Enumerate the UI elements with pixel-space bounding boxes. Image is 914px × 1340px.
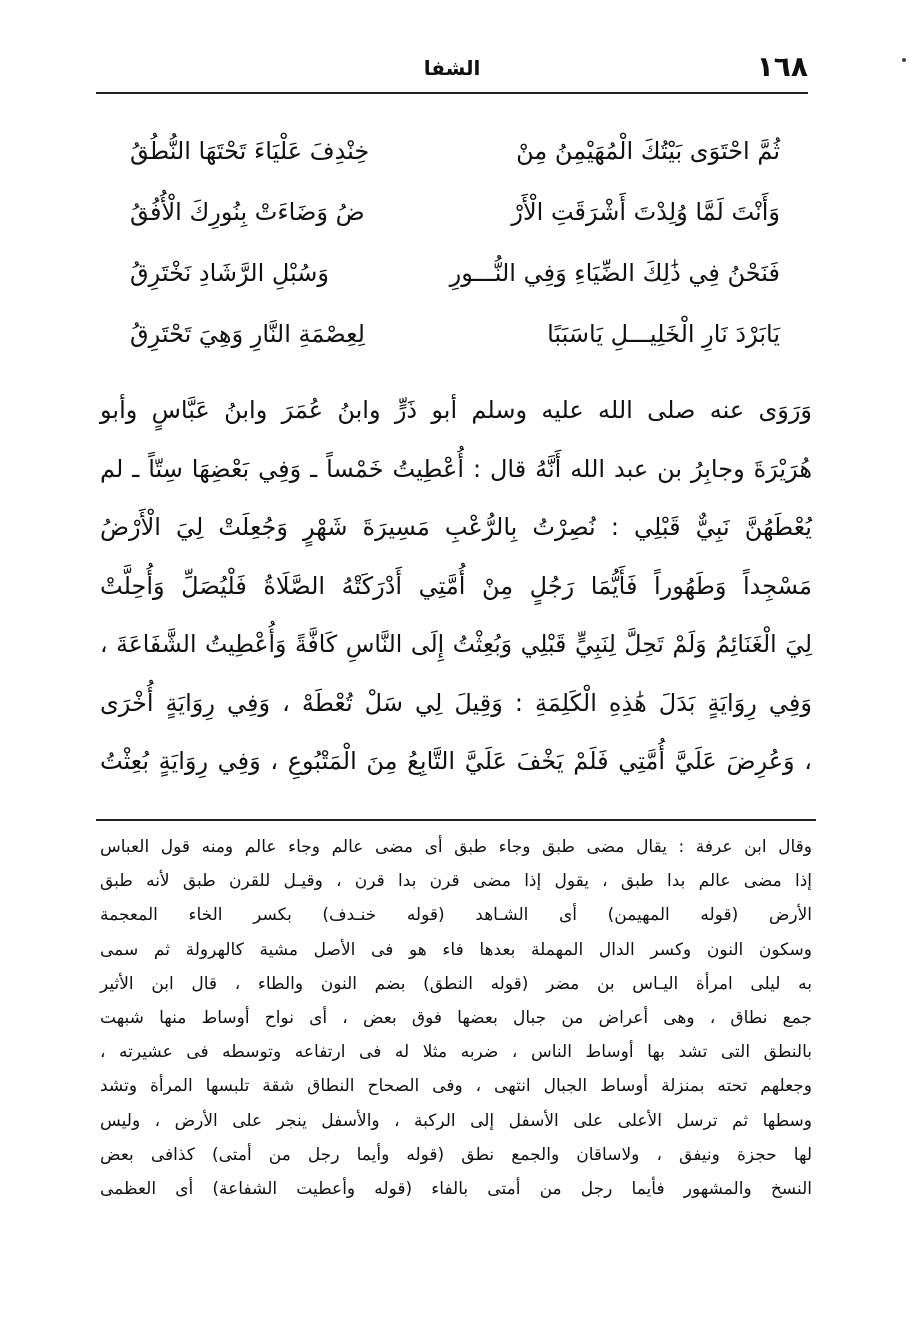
text-line xyxy=(100,732,812,791)
footnotes xyxy=(100,830,812,1206)
verse-second-hemistich: وَسُبْلِ الرَّشَادِ نَخْتَرِقُ xyxy=(130,258,329,287)
main-text xyxy=(100,381,812,791)
text-line xyxy=(100,381,812,440)
footnote-line xyxy=(100,967,812,1001)
text-line-content: هُرَيْرَةَ وجابِرُ بن عبد الله أَنَّهُ قال : أُعْطِيتُ خَمْساً ـ وَفِي بَعْضِهَا سِتّاً ـ لم xyxy=(100,454,812,483)
text-line xyxy=(100,557,812,616)
verse-line xyxy=(130,181,780,242)
footnote-line-content: وسطها ثم ترسل الأعلى على الأسفل إلى الركبة ، والأسفل ينجر على الأرض ، وليس xyxy=(100,1110,812,1131)
footnote-line-content: لها حجزة ونيفق ، ولاساقان والجمع نطق (قوله وأيما رجل من أمتى) كذافى بعض xyxy=(100,1144,812,1165)
footnote-line xyxy=(100,1104,812,1138)
verse-first-hemistich: فَنَحْنُ فِي ذَٰلِكَ الضِّيَاءِ وَفِي النُّـــورِ xyxy=(449,258,780,287)
footnote-line xyxy=(100,1035,812,1069)
text-line-content: ، وَعُرِضَ عَلَيَّ أُمَّتِي فَلَمْ يَخْفَ عَلَيَّ التَّابِعُ مِنَ الْمَتْبُوعِ ، وَفِي رِوَايَةٍ بُعِثْتُ xyxy=(100,747,812,776)
margin-mark xyxy=(902,58,906,62)
page-number: ١٦٨ xyxy=(756,50,808,83)
footnote-line xyxy=(100,898,812,932)
verse-line xyxy=(130,303,780,364)
text-line-content: وَرَوَى عنه صلى الله عليه وسلم أبو ذَرٍّ وابنُ عُمَرَ وابنُ عَبَّاسٍ وأبو xyxy=(100,396,812,425)
verse-line xyxy=(130,242,780,303)
footnote-line xyxy=(100,864,812,898)
footnote-line-content: وقال ابن عرفة : يقال مضى طبق وجاء طبق أى مضى عالم وجاء عالم ومنه قول العباس xyxy=(100,837,812,858)
footnote-line xyxy=(100,830,812,864)
text-line-content: مَسْجِداً وَطَهُوراً فَأَيُّمَا رَجُلٍ مِنْ أُمَّتِي أَدْرَكَتْهُ الصَّلَاةُ فَلْيُصَلِّ وَأُحِلَّتْ xyxy=(100,571,812,600)
text-line xyxy=(100,498,812,557)
verse-first-hemistich: يَابَرْدَ نَارِ الْخَلِيـــلِ يَاسَبَبًا xyxy=(547,319,780,348)
footnote-line xyxy=(100,1001,812,1035)
footnote-line xyxy=(100,1138,812,1172)
verse-second-hemistich: ضُ وَضَاءَتْ بِنُورِكَ الْأُفُقُ xyxy=(130,197,365,226)
footnote-rule xyxy=(96,819,816,821)
verse-second-hemistich: خِنْدِفَ عَلْيَاءَ تَحْتَهَا النُّطُقُ xyxy=(130,136,370,165)
text-line xyxy=(100,674,812,733)
footnote-line xyxy=(100,1172,812,1206)
page-header xyxy=(96,48,808,92)
footnote-line-content: بالنطق التى تشد بها أوساط الناس ، ضربه مثلا له فى ارتفاعه وتوسطه فى عشيرته ، xyxy=(100,1042,812,1063)
footnote-line-content: جمع نطاق ، وهى أعراض من جبال بعضها فوق بعض ، أى نواح أوساط منها شبهت xyxy=(100,1008,812,1029)
text-line xyxy=(100,615,812,674)
footnote-line-content: وسكون النون وكسر الدال المهملة بعدها فاء هو فى الأصل مشية كالهرولة ثم سمى xyxy=(100,939,812,960)
verse-first-hemistich: ثُمَّ احْتَوَى بَيْتُكَ الْمُهَيْمِنُ مِنْ xyxy=(516,136,780,165)
text-line-content: يُعْطَهُنَّ نَبِيٌّ قَبْلِي : نُصِرْتُ بِالرُّعْبِ مَسِيرَةَ شَهْرٍ وَجُعِلَتْ لِيَ الْأَرْضُ xyxy=(100,513,812,542)
verse-line xyxy=(130,120,780,181)
poem-block xyxy=(130,120,780,364)
text-line xyxy=(100,440,812,499)
footnote-line-content: إذا مضى عالم بدا طبق ، يقول إذا مضى قرن بدا قرن ، وقيـل للقرن طبق لأنه طبق xyxy=(100,871,812,892)
footnote-line-content: النسخ والمشهور فأيما رجل من أمتى بالفاء (قوله وأعطيت الشفاعة) أى العظمى xyxy=(100,1178,812,1199)
footnote-line-content: به ليلى امرأة اليـاس بن مضر (قوله النطق) بضم النون والطاء ، قال ابن الأثير xyxy=(100,973,812,994)
text-line-content: لِيَ الْغَنَائِمُ وَلَمْ تَحِلَّ لِنَبِيٍّ قَبْلِي وَبُعِثْتُ إِلَى النَّاسِ كَافَّةً وَأُعْطِيتُ الشَّفَاعَةَ ، xyxy=(100,630,812,659)
verse-first-hemistich: وَأَنْتَ لَمَّا وُلِدْتَ أَشْرَقَتِ الْأَرْ xyxy=(511,197,780,226)
header-rule xyxy=(96,92,808,94)
footnote-line xyxy=(100,1069,812,1103)
footnote-line-content: الأرض (قوله المهيمن) أى الشـاهد (قوله خنـدف) بكسر الخاء المعجمة xyxy=(100,905,812,926)
text-line-content: وَفِي رِوَايَةٍ بَدَلَ هَٰذِهِ الْكَلِمَةِ : وَقِيلَ لِي سَلْ تُعْطَهْ ، وَفِي رِوَايَةٍ أُخْرَى xyxy=(100,688,812,717)
verse-second-hemistich: لِعِصْمَةِ النَّارِ وَهِيَ تَحْتَرِقُ xyxy=(130,319,365,348)
footnote-line xyxy=(100,933,812,967)
footnote-line-content: وجعلهم تحته بمنزلة أوساط الجبال انتهى ، وفى الصحاح النطاق شقة تلبسها المرأة وتشد xyxy=(100,1076,812,1097)
running-title: الشفا xyxy=(423,56,481,80)
